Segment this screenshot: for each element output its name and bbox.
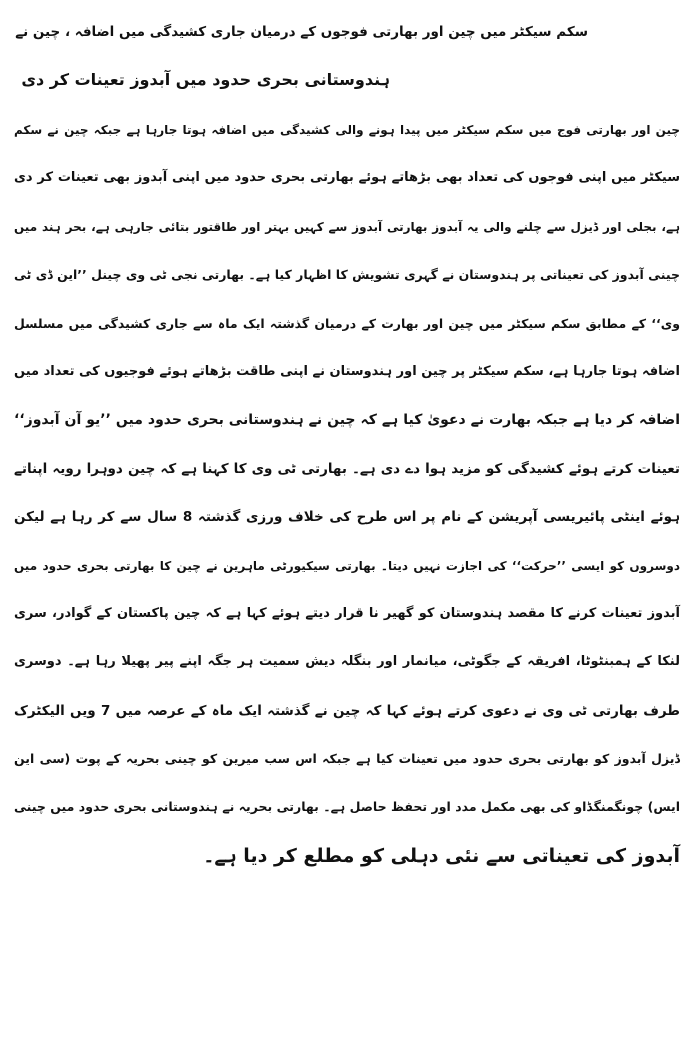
headline bbox=[14, 8, 680, 104]
body-line: دوسروں کو ایسی ’’حرکت‘‘ کی اجازت نہیں دیتا۔ بھارتی سیکیورٹی ماہرین نے چین کا بھارتی بحری حدود میں bbox=[14, 558, 680, 573]
body-line: ہوئے اینٹی پائیریسی آپریشن کے نام پر اس طرح کی خلاف ورزی گذشتہ 8 سال سے کر رہا ہے لیکن bbox=[14, 509, 680, 526]
body-line: اضافہ کر دیا ہے جبکہ بھارت نے دعویٰ کیا ہے کہ چین نے ہندوستانی بحری حدود میں ’’یو آن آبدوز‘‘ bbox=[14, 412, 680, 429]
body-line: آبدوز تعینات کرنے کا مقصد ہندوستان کو گھیر نا قرار دیتے ہوئے کہا ہے کہ چین پاکستان کے گوادر، سری bbox=[14, 605, 680, 621]
article-body bbox=[14, 106, 680, 880]
body-line: ہے، بجلی اور ڈیزل سے چلنے والی یہ آبدوز بھارتی آبدوز سے کہیں بہتر اور طاقتور بتائی جارہی ہے، بحر ہند میں bbox=[14, 219, 680, 234]
body-line: ایس) چونگمنگڈاو کی بھی مکمل مدد اور تحفظ حاصل ہے۔ بھارتی بحریہ نے ہندوستانی بحری حدود میں چینی bbox=[14, 799, 680, 815]
body-line: آبدوز کی تعیناتی سے نئی دہلی کو مطلع کر دیا ہے۔ bbox=[203, 844, 680, 867]
body-line: اضافہ ہوتا جارہا ہے، سکم سیکٹر پر چین اور ہندوستان نے اپنی طاقت بڑھاتے ہوئے فوجیوں کی تعداد میں bbox=[14, 363, 680, 379]
headline-line: ہندوستانی بحری حدود میں آبدوز تعینات کر دی bbox=[21, 70, 390, 89]
body-line: ڈیزل آبدوز کو بھارتی بحری حدود میں تعینات کیا ہے جبکہ اس سب میرین کو چینی بحریہ کے پوت (سی این bbox=[14, 751, 680, 767]
body-line: وی‘‘ کے مطابق سکم سیکٹر میں چین اور بھارت کے درمیان گذشتہ ایک ماہ سے جاری کشیدگی میں مسلسل bbox=[14, 315, 680, 331]
body-line: سیکٹر میں اپنی فوجوں کی تعداد بھی بڑھاتے ہوئے بھارتی بحری حدود میں اپنی آبدوز بھی تعینات کر دی bbox=[14, 170, 680, 186]
body-line: چین اور بھارتی فوج میں سکم سیکٹر میں پیدا ہونے والی کشیدگی میں اضافہ ہوتا جارہا ہے جبکہ چین نے سکم bbox=[14, 123, 680, 137]
body-line: تعینات کرتے ہوئے کشیدگی کو مزید ہوا دے دی ہے۔ بھارتی ٹی وی کا کہنا ہے کہ چین دوہرا رویہ اپناتے bbox=[14, 460, 680, 477]
body-line: لنکا کے ہمبنٹوٹا، افریقہ کے جگوٹی، میانمار اور بنگلہ دیش سمیت ہر جگہ اپنے پیر پھیلا رہا ہے۔ دوسری bbox=[14, 654, 680, 670]
body-line: چینی آبدوز کی تعیناتی پر ہندوستان نے گہری تشویش کا اظہار کیا ہے۔ بھارتی نجی ٹی وی چینل ’’این ڈی ٹی bbox=[14, 267, 680, 283]
body-line: طرف بھارتی ٹی وی نے دعوی کرتے ہوئے کہا کہ چین نے گذشتہ ایک ماہ کے عرصہ میں 7 ویں الیکٹرک bbox=[14, 702, 680, 719]
headline-line: سکم سیکٹر میں چین اور بھارتی فوجوں کے درمیان جاری کشیدگی میں اضافہ ، چین نے bbox=[15, 24, 588, 40]
